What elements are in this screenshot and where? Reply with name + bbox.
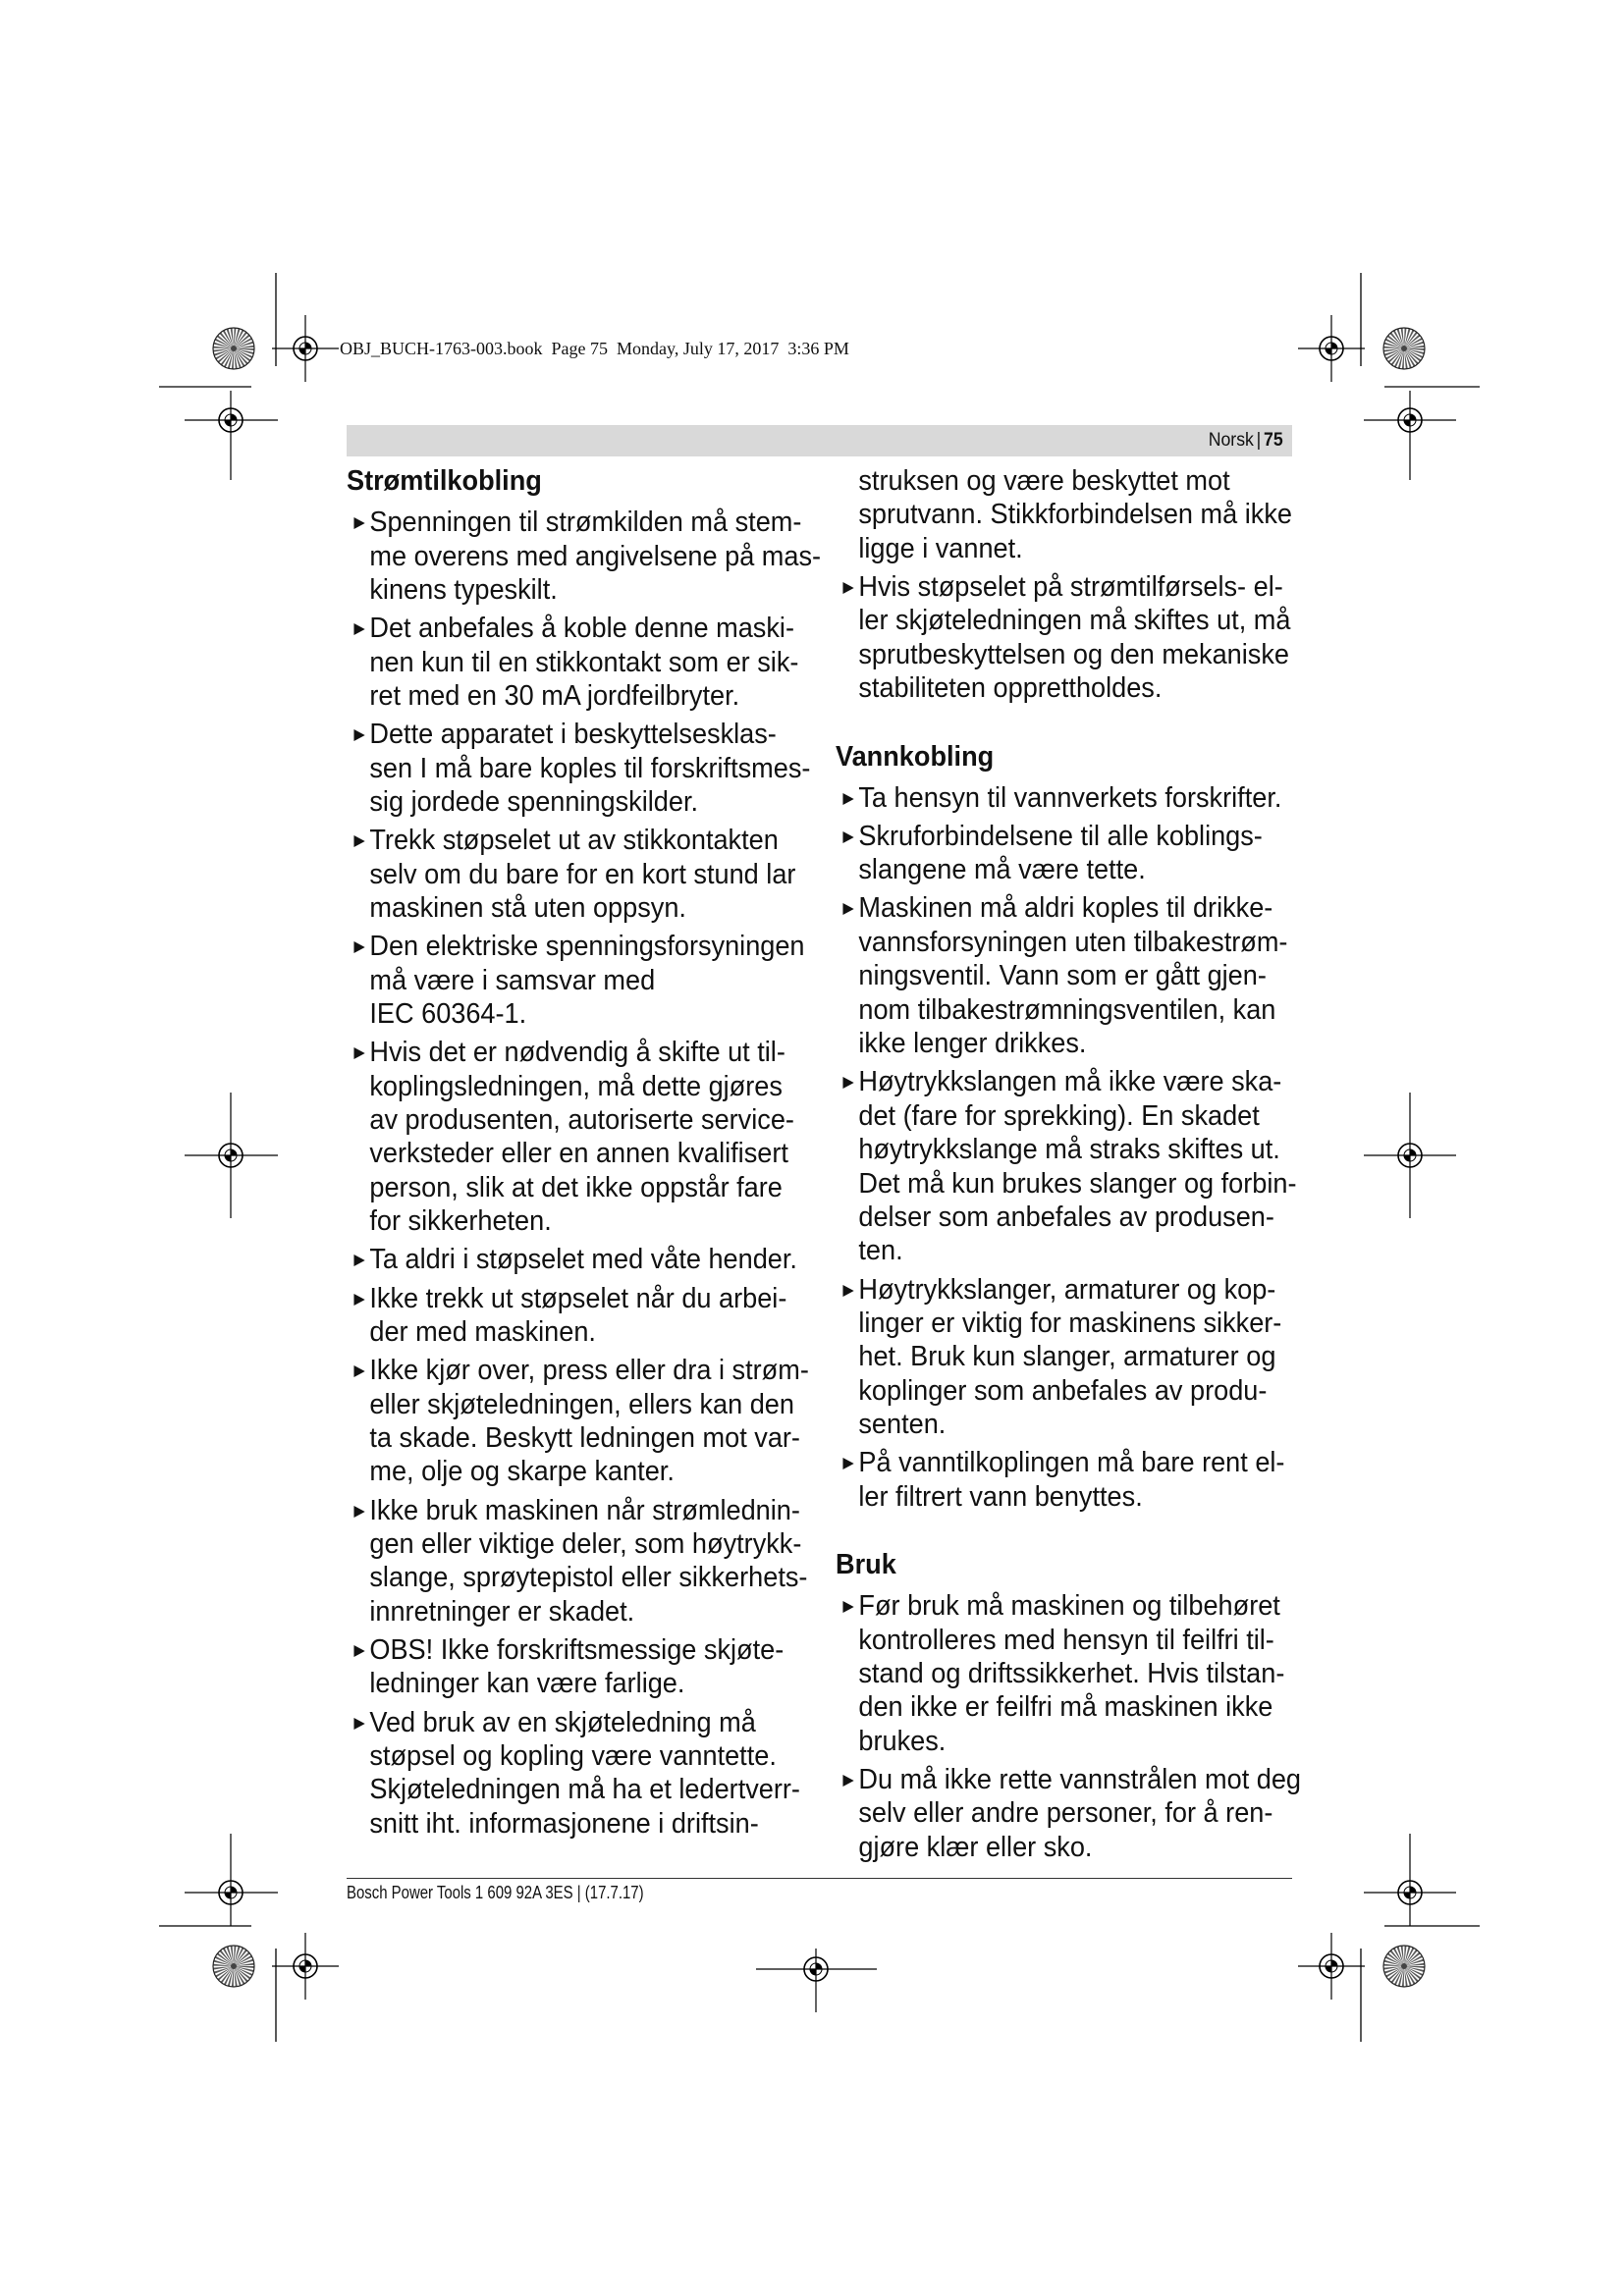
text-line: sprutvann. Stikkforbindelsen må ikke	[858, 499, 1292, 531]
text-line: for sikkerheten.	[369, 1205, 552, 1238]
bullet-item	[347, 1036, 803, 1239]
text-line: IEC 60364-1.	[369, 998, 527, 1030]
text-line: kinens typeskilt.	[369, 574, 558, 606]
starburst-mark-icon	[1383, 328, 1425, 369]
text-line: Ved bruk av en skjøteledning må	[369, 1706, 756, 1738]
text-line: Trekk støpselet ut av stikkontakten	[369, 825, 779, 857]
bullet-marker-icon	[353, 517, 364, 529]
text-line: me, olje og skarpe kanter.	[369, 1456, 675, 1488]
bullet-item	[347, 1494, 808, 1629]
text-line: det (fare for sprekking). En skadet	[858, 1099, 1260, 1132]
right-column	[836, 464, 1302, 1864]
text-line: koplingsledningen, må dette gjøres	[369, 1070, 783, 1102]
text-line: stand og driftssikkerhet. Hvis tilstan-	[858, 1658, 1285, 1689]
running-header	[1209, 425, 1283, 456]
text-line: het. Bruk kun slanger, armaturer og	[858, 1341, 1276, 1373]
text-line: Ikke kjør over, press eller dra i strøm-	[369, 1355, 809, 1387]
text-line: den ikke er feilfri må maskinen ikke	[858, 1691, 1273, 1724]
bullet-marker-icon	[353, 729, 364, 741]
bullet-marker-icon	[353, 1294, 364, 1306]
text-line: innretninger er skadet.	[369, 1595, 635, 1628]
text-line: ligge i vannet.	[858, 532, 1023, 564]
text-line: Ikke bruk maskinen når strømlednin-	[369, 1494, 800, 1526]
text-line: Hvis støpselet på strømtilførsels- el-	[858, 571, 1283, 603]
bullet-marker-icon	[353, 1365, 364, 1377]
text-line: nen kun til en stikkontakt som er sik-	[369, 646, 799, 678]
text-line: slangene må være tette.	[858, 854, 1146, 886]
text-line: vannsforsyningen uten tilbakestrøm-	[858, 926, 1288, 958]
text-line: ler skjøteledningen må skiftes ut, må	[858, 605, 1291, 637]
text-line: ledninger kan være farlige.	[369, 1668, 685, 1700]
text-line: senten.	[858, 1409, 947, 1441]
text-line: sprutbeskyttelsen og den mekaniske	[858, 638, 1289, 670]
bullet-item	[836, 570, 1292, 706]
bullet-item	[836, 1065, 1297, 1268]
bullet-item	[347, 1282, 803, 1350]
starburst-mark-icon	[213, 328, 254, 369]
bullet-marker-icon	[353, 1255, 364, 1266]
text-line: Det anbefales å koble denne maski-	[369, 613, 794, 645]
section-heading: Bruk	[836, 1549, 896, 1580]
bullet-marker-icon	[353, 1506, 364, 1518]
text-line: Skjøteledningen må ha et ledertverr-	[369, 1774, 800, 1806]
text-line: sig jordede spenningskilder.	[369, 786, 699, 818]
bullet-marker-icon	[353, 1645, 364, 1657]
header-separator: |	[1256, 430, 1262, 451]
bullet-item	[836, 820, 1292, 887]
text-line: Ta hensyn til vannverkets forskrifter.	[858, 781, 1282, 814]
text-line: Dette apparatet i beskyttelsesklas-	[369, 719, 777, 751]
text-line: ler filtrert vann benyttes.	[858, 1480, 1143, 1513]
text-line: Ikke trekk ut støpselet når du arbei-	[369, 1282, 787, 1314]
bullet-marker-icon	[842, 1458, 853, 1469]
bullet-marker-icon	[842, 1077, 853, 1089]
text-line: stabiliteten opprettholdes.	[858, 672, 1163, 705]
text-line: Hvis det er nødvendig å skifte ut til-	[369, 1037, 785, 1069]
text-line: linger er viktig for maskinens sikker-	[858, 1307, 1282, 1339]
bullet-item	[347, 930, 803, 1031]
bullet-marker-icon	[842, 1775, 853, 1787]
text-line: gjøre klær eller sko.	[858, 1831, 1093, 1863]
bullet-item	[836, 891, 1292, 1060]
text-line: Før bruk må maskinen og tilbehøret	[858, 1590, 1280, 1623]
bullet-marker-icon	[353, 1718, 364, 1730]
bullet-marker-icon	[353, 835, 364, 847]
text-line: verksteder eller en annen kvalifisert	[369, 1138, 788, 1170]
bullet-marker-icon	[842, 1601, 853, 1613]
text-line: må være i samsvar med	[369, 964, 656, 996]
bullet-item	[347, 506, 822, 607]
text-line: slange, sprøytepistol eller sikkerhets-	[369, 1562, 808, 1594]
text-line: OBS! Ikke forskriftsmessige skjøte-	[369, 1634, 785, 1666]
text-line: På vanntilkoplingen må bare rent el-	[858, 1447, 1285, 1479]
text-line: struksen og være beskyttet mot	[858, 465, 1230, 497]
text-line: høytrykkslange må straks skiftes ut.	[858, 1134, 1280, 1166]
bullet-marker-icon	[842, 1285, 853, 1297]
text-line: der med maskinen.	[369, 1316, 596, 1348]
text-line: kontrolleres med hensyn til feilfri til-	[858, 1624, 1274, 1656]
text-line: Den elektriske spenningsforsyningen	[369, 931, 805, 963]
bullet-marker-icon	[353, 623, 364, 635]
text-line: Det må kun brukes slanger og forbin-	[858, 1167, 1297, 1200]
text-line: ta skade. Beskytt ledningen mot var-	[369, 1422, 800, 1454]
bullet-item	[347, 824, 803, 925]
page-number: 75	[1264, 430, 1283, 451]
text-line: Ta aldri i støpselet med våte hender.	[369, 1244, 797, 1276]
bullet-item	[836, 1763, 1302, 1864]
bullet-marker-icon	[353, 1047, 364, 1059]
footer-rule	[347, 1878, 1292, 1879]
starburst-mark-icon	[213, 1946, 254, 1987]
text-line: me overens med angivelsene på mas-	[369, 540, 822, 572]
bullet-item	[836, 1446, 1292, 1514]
running-header-bar	[347, 425, 1292, 456]
bullet-marker-icon	[842, 582, 853, 594]
bullet-item	[836, 1273, 1292, 1442]
footer-text: Bosch Power Tools 1 609 92A 3ES | (17.7.17)	[347, 1883, 644, 1902]
text-line: nom tilbakestrømningsventilen, kan	[858, 993, 1276, 1026]
bullet-item	[347, 718, 811, 819]
print-slug: OBJ_BUCH-1763-003.book Page 75 Monday, July 17, 2017 3:36 PM	[340, 339, 849, 358]
bullet-item	[347, 1354, 809, 1489]
text-line: av produsenten, autoriserte service-	[369, 1104, 794, 1136]
text-line: eller skjøteledningen, ellers kan den	[369, 1388, 794, 1420]
continued-paragraph	[836, 464, 1292, 565]
left-column	[347, 464, 822, 1841]
text-line: maskinen stå uten oppsyn.	[369, 892, 686, 924]
bullet-marker-icon	[842, 903, 853, 915]
bullet-marker-icon	[842, 831, 853, 843]
text-line: Spenningen til strømkilden må stem-	[369, 507, 802, 539]
bullet-marker-icon	[842, 793, 853, 805]
section-heading: Strømtilkobling	[347, 465, 542, 497]
text-line: støpsel og kopling være vanntette.	[369, 1740, 777, 1772]
text-line: Du må ikke rette vannstrålen mot deg	[858, 1764, 1302, 1795]
text-line: koplinger som anbefales av produ-	[858, 1374, 1268, 1407]
bullet-item	[347, 612, 803, 713]
text-line: selv eller andre personer, for å ren-	[858, 1797, 1273, 1830]
text-line: Skruforbindelsene til alle koblings-	[858, 820, 1263, 852]
text-line: person, slik at det ikke oppstår fare	[369, 1171, 783, 1203]
text-line: Høytrykkslangen må ikke være ska-	[858, 1066, 1282, 1098]
bullet-marker-icon	[353, 941, 364, 953]
text-line: snitt iht. informasjonene i driftsin-	[369, 1807, 759, 1840]
bullet-item	[347, 1633, 803, 1701]
section-heading: Vannkobling	[836, 740, 995, 773]
text-line: ikke lenger drikkes.	[858, 1028, 1087, 1060]
language-label: Norsk	[1209, 430, 1255, 451]
text-line: Maskinen må aldri koples til drikke-	[858, 892, 1273, 925]
bullet-item	[347, 1706, 803, 1842]
text-line: ret med en 30 mA jordfeilbryter.	[369, 680, 740, 712]
text-line: ningsventil. Vann som er gått gjen-	[858, 960, 1267, 992]
text-line: sen I må bare koples til forskriftsmes-	[369, 752, 811, 784]
text-line: brukes.	[858, 1725, 947, 1757]
starburst-mark-icon	[1383, 1946, 1425, 1987]
bullet-item	[836, 1589, 1292, 1758]
bullet-item	[347, 1243, 803, 1276]
text-line: selv om du bare for en kort stund lar	[369, 858, 796, 890]
text-line: ten.	[858, 1235, 903, 1267]
text-line: Høytrykkslanger, armaturer og kop-	[858, 1273, 1276, 1306]
text-line: gen eller viktige deler, som høytrykk-	[369, 1528, 802, 1560]
bullet-item	[836, 781, 1292, 815]
text-line: delser som anbefales av produsen-	[858, 1201, 1274, 1233]
